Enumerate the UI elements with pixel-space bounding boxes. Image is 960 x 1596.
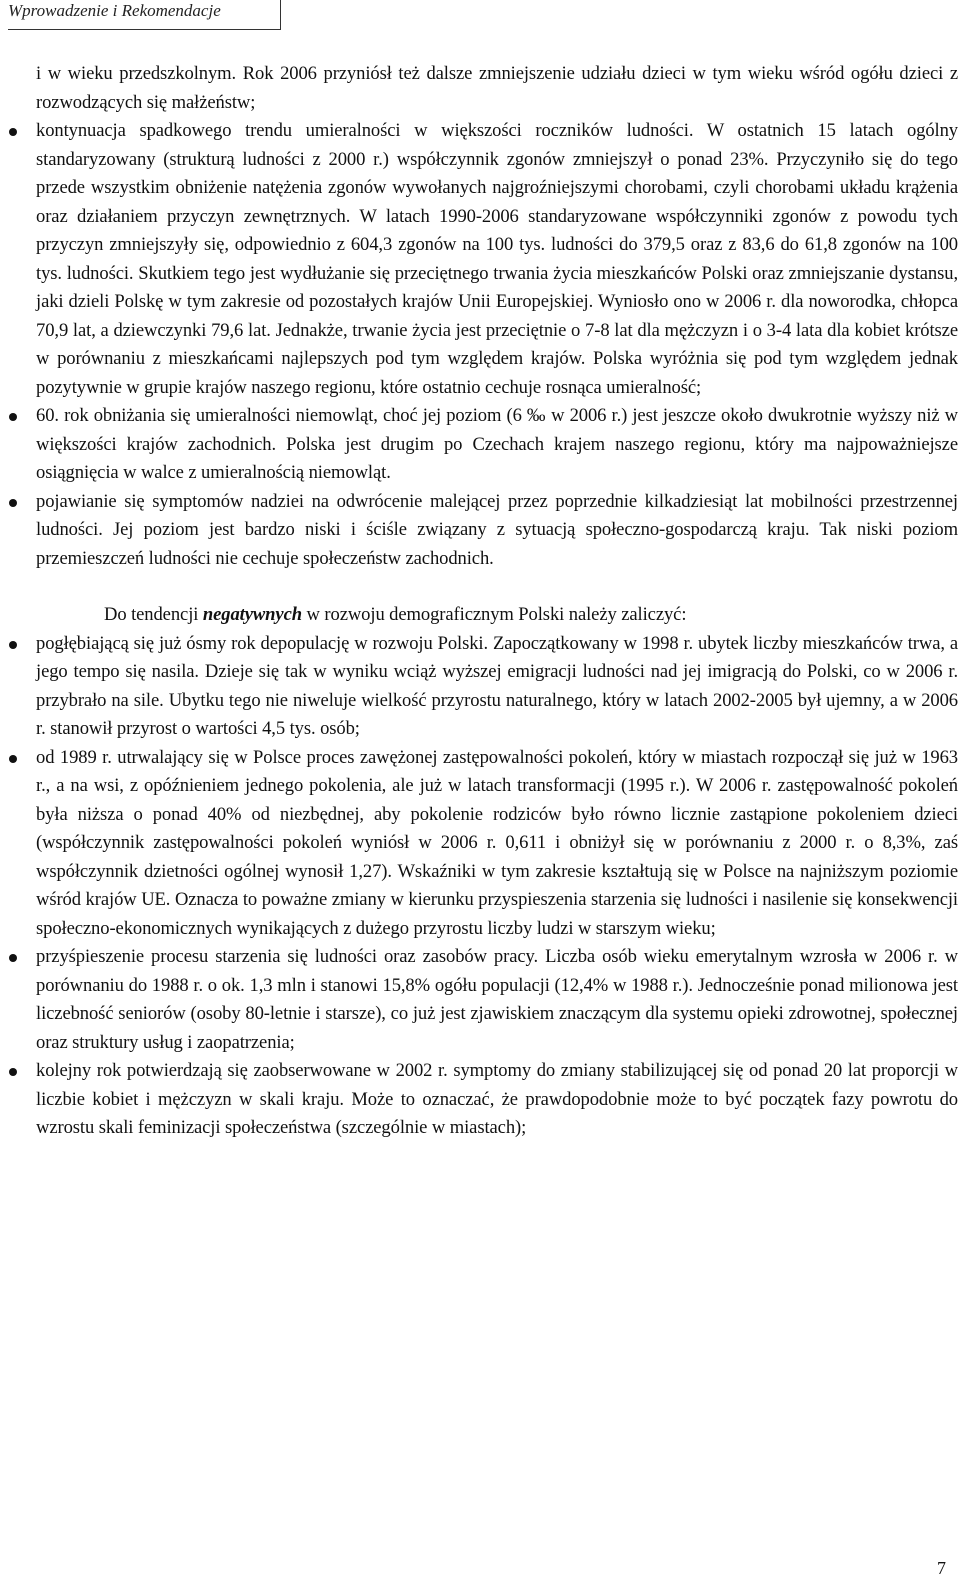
intro-text-after: w rozwoju demograficznym Polski należy zaliczyć: <box>301 604 687 625</box>
running-header-title: Wprowadzenie i Rekomendacje <box>8 1 221 20</box>
running-header <box>8 0 281 30</box>
intro-text-before: Do tendencji <box>104 604 203 625</box>
bullet-item: kontynuacja spadkowego trendu umieralności w większości roczników ludności. W ostatnich 15 latach ogólny standaryzowany (strukturą ludności z 2000 r.) współczynnik zgonów zmniejszył o ponad 23%. Przyczyniło się do tego przede wszystkim obniżenie natężenia zgonów wywołanych najgroźniejszymi chorobami, czyli chorobami układu krążenia oraz działaniem przyczyn zewnętrznych. W latach 1990-2006 standaryzowane współczynniki zgonów z powodu tych przyczyn zmniejszyły się, odpowiednio z 604,3 zgonów na 100 tys. ludności do 379,5 oraz z 83,6 do 61,8 zgonów na 100 tys. ludności. Skutkiem tego jest wydłużanie się przeciętnego trwania życia mieszkańców Polski oraz zmniejszanie dystansu, jaki dzieli Polskę w tym zakresie od pozostałych krajów Unii Europejskiej. Wyniosło ono w 2006 r. dla noworodka, chłopca 70,9 lat, a dziewczynki 79,6 lat. Jednakże, trwanie życia jest przeciętnie o 7-8 lat dla mężczyzn i o 3-4 lata dla kobiet krótsze w porównaniu z mieszkańcami najlepszych pod tym względem krajów. Polska wyróżnia się pod tym względem jednak pozytywnie w grupie krajów naszego regionu, które ostatnio cechuje rosnąca umieralność; <box>36 117 958 402</box>
bullet-item: pogłębiającą się już ósmy rok depopulację w rozwoju Polski. Zapoczątkowany w 1998 r. ubytek liczby mieszkańców trwa, a jego tempo się nasila. Dzieje się tak w wyniku wciąż wyższej emigracji ludności nad jej imigracją do Polski, co w 2006 r. przybrało na sile. Ubytku tego nie niweluje wielkość przyrostu naturalnego, który w latach 2002-2005 był ujemny, a w 2006 r. stanowił przyrost o wartości 4,5 tys. osób; <box>36 630 958 744</box>
bullet-item: kolejny rok potwierdzają się zaobserwowane w 2002 r. symptomy do zmiany stabilizującej się od ponad 20 lat proporcji w liczbie kobiet i mężczyzn w skali kraju. Może to oznaczać, że prawdopodobnie może to być początek fazy powrotu do wzrostu skali feminizacji społeczeństwa (szczególnie w miastach); <box>36 1057 958 1143</box>
negative-trends-intro <box>36 601 958 630</box>
document-body <box>36 60 958 1143</box>
bullet-item: przyśpieszenie procesu starzenia się ludności oraz zasobów pracy. Liczba osób wieku emerytalnym wzrosła w 2006 r. w porównaniu do 1988 r. o ok. 1,3 mln i stanowi 15,8% ogółu populacji (12,4% w 1988 r.). Jednocześnie ponad milionowa jest liczebność seniorów (osoby 80-letnie i starsze), co już jest zjawiskiem znaczącym dla systemu opieki zdrowotnej, społecznej oraz struktury usług i zaopatrzenia; <box>36 943 958 1057</box>
page-number: 7 <box>937 1558 946 1578</box>
paragraph-continuation: i w wieku przedszkolnym. Rok 2006 przyniósł też dalsze zmniejszenie udziału dzieci w tym wieku wśród ogółu dzieci z rozwodzących się małżeństw; <box>36 63 958 113</box>
bullet-item: 60. rok obniżania się umieralności niemowląt, choć jej poziom (6 ‰ w 2006 r.) jest jeszcze około dwukrotnie wyższy niż w większości krajów zachodnich. Polska jest drugim po Czechach krajem naszego regionu, który ma najpoważniejsze osiągnięcia w walce z umieralnością niemowląt. <box>36 402 958 488</box>
emphasized-word: negatywnych <box>202 604 302 625</box>
bullet-item: od 1989 r. utrwalający się w Polsce proces zawężonej zastępowalności pokoleń, który w miastach rozpoczął się już w 1963 r., a na wsi, z opóźnieniem jednego pokolenia, ale już w latach transformacji (1995 r.). W 2006 r. zastępowalność pokoleń była niższa o ponad 40% od niezbędnej, aby pokolenie rodziców było równo licznie zastąpione pokoleniem dzieci (współczynnik zastępowalności pokoleń wyniósł w 2006 r. 0,611 i obniżył się w porównaniu z 2000 r. o 8,3%, zaś współczynnik dzietności ogólnej wynosił 1,27). Wskaźniki w tym zakresie kształtują się w Polsce na najniższym poziomie wśród krajów UE. Oznacza to poważne zmiany w kierunku przyspieszenia starzenia się ludności i nasilenie się konsekwencji społeczno-ekonomicznych wynikających z dużego przyrostu liczby ludzi w starszym wieku; <box>36 744 958 944</box>
bullet-item: pojawianie się symptomów nadziei na odwrócenie malejącej przez poprzednie kilkadziesiąt lat mobilności przestrzennej ludności. Jej poziom jest bardzo niski i ściśle związany z sytuacją społeczno-gospodarczą kraju. Tak niski poziom przemieszczeń ludności nie cechuje społeczeństw zachodnich. <box>36 488 958 574</box>
